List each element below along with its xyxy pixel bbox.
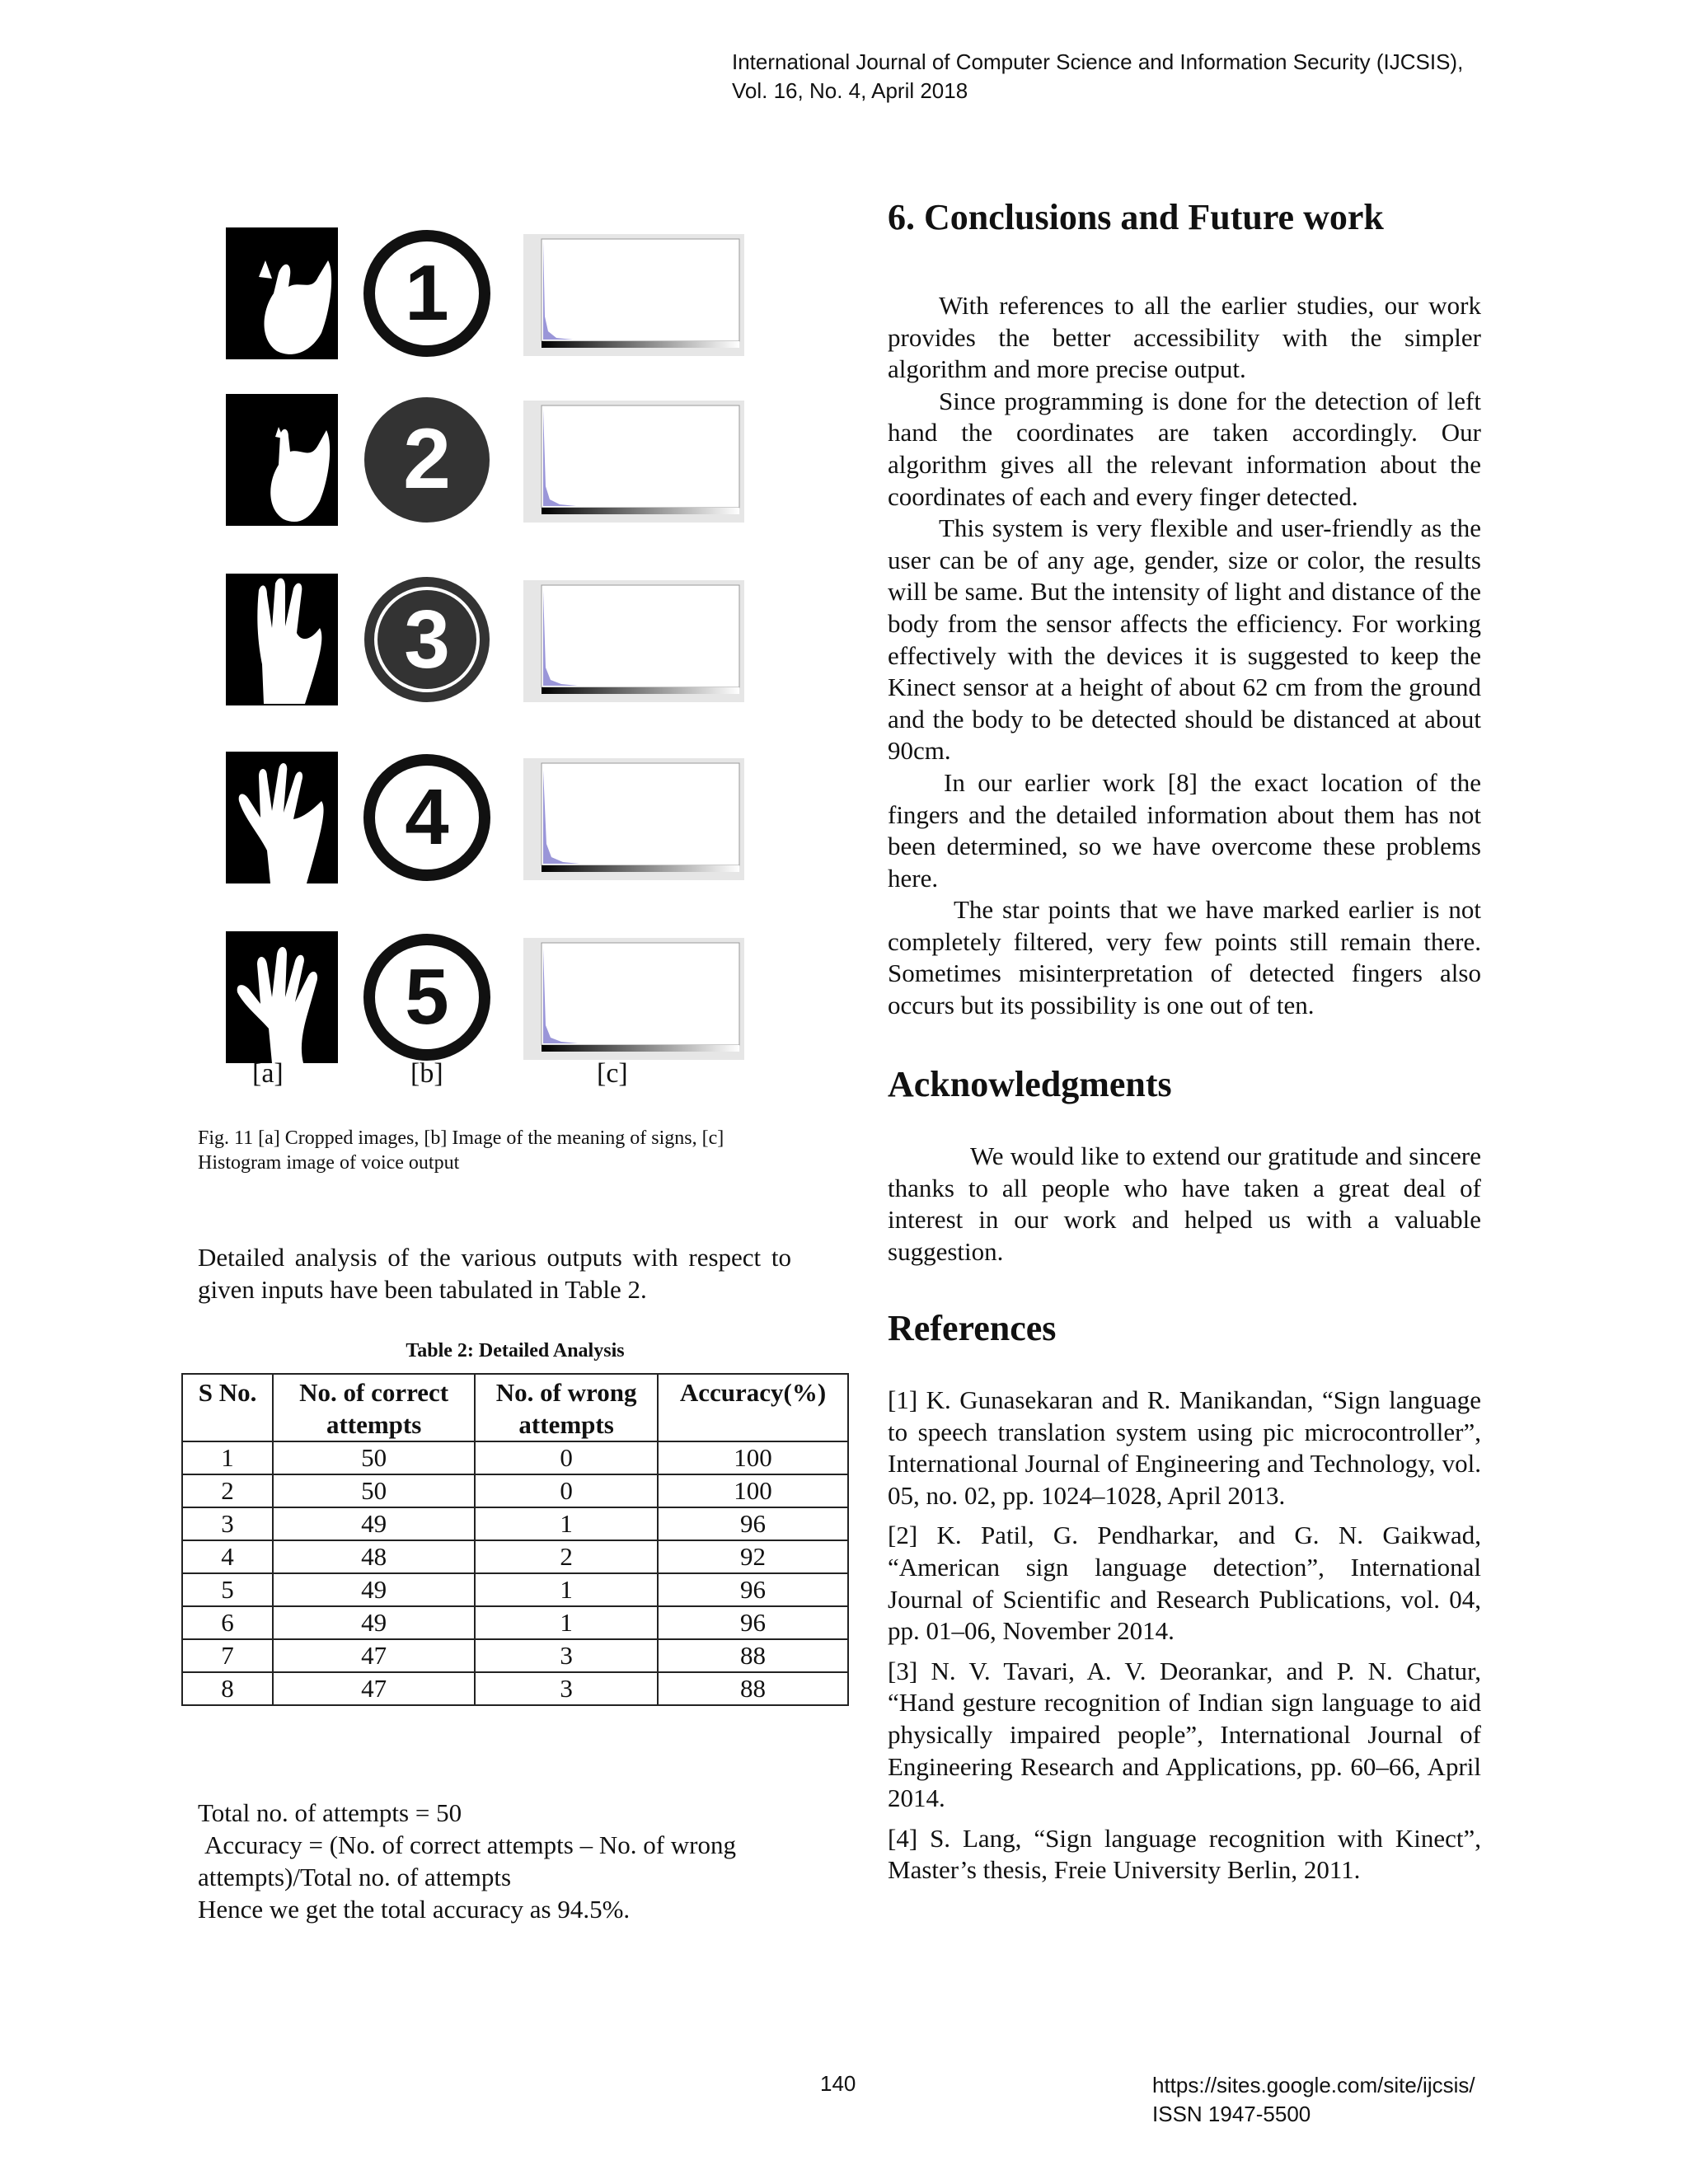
conclusions-paragraph: With references to all the earlier studies, our work provides the better accessibility with the simpler algorithm and more precise output.	[888, 291, 1481, 384]
table-cell: 3	[475, 1672, 658, 1705]
sign-number-1: 1	[405, 249, 449, 337]
cropped-hand-image-2	[226, 394, 338, 526]
table-cell: 49	[273, 1606, 475, 1639]
panel-label-a: [a]	[252, 1058, 284, 1089]
histogram-image-4	[523, 758, 744, 880]
sign-number-2: 2	[403, 411, 451, 507]
conclusions-heading: 6. Conclusions and Future work	[888, 197, 1384, 237]
reference-item: [4] S. Lang, “Sign language recognition with Kinect”, Master’s thesis, Freie University Berlin, 2011.	[888, 1823, 1481, 1885]
table-cell: 47	[273, 1639, 475, 1672]
page-number: 140	[820, 2071, 856, 2096]
table-cell: 6	[182, 1606, 273, 1639]
table-cell: 50	[273, 1474, 475, 1507]
table-row	[182, 1507, 848, 1540]
table-cell: 3	[182, 1507, 273, 1540]
table-header-cell: S No.	[182, 1374, 273, 1441]
table-cell: 0	[475, 1474, 658, 1507]
acknowledgments-heading: Acknowledgments	[888, 1064, 1172, 1104]
sign-meaning-image-4	[361, 752, 493, 883]
table-cell: 96	[658, 1573, 848, 1606]
accuracy-formula-line: Accuracy = (No. of correct attempts – No. of wrong attempts)/Total no. of attempts	[198, 1830, 737, 1891]
table-row	[182, 1639, 848, 1672]
panel-label-b: [b]	[410, 1058, 443, 1089]
table-cell: 48	[273, 1540, 475, 1573]
panel-label-c: [c]	[597, 1058, 628, 1089]
conclusions-paragraph: The star points that we have marked earlier is not completely filtered, very few points still remain there. Sometimes misinterpretation of detected fingers also occurs but its possibility is one out of ten.	[888, 895, 1481, 1020]
conclusions-paragraph: Since programming is done for the detection of left hand the coordinates are taken accordingly. Our algorithm gives all the relevant information about the coordinates of each and every finger detected.	[888, 386, 1481, 511]
reference-item: [2] K. Patil, G. Pendharkar, and G. N. Gaikwad, “American sign language detection”, International Journal of Scientific and Research Publications, vol. 04, pp. 01–06, November 2014.	[888, 1521, 1481, 1646]
table-cell: 96	[658, 1606, 848, 1639]
reference-item: [3] N. V. Tavari, A. V. Deorankar, and P. N. Chatur, “Hand gesture recognition of Indian sign language to aid physically impaired people”, International Journal of Engineering Research and Applications, pp. 60–66, April 2014.	[888, 1656, 1481, 1813]
footer-info	[1152, 2071, 1475, 2129]
cropped-hand-image-1	[226, 227, 338, 359]
table-header-cell: Accuracy(%)	[658, 1374, 848, 1441]
table-intro-paragraph: Detailed analysis of the various outputs with respect to given inputs have been tabulated in Table 2.	[198, 1243, 791, 1304]
figure-caption: Fig. 11 [a] Cropped images, [b] Image of the meaning of signs, [c] Histogram image of voice output	[198, 1127, 724, 1174]
cropped-hand-image-4	[226, 752, 338, 883]
total-attempts-line: Total no. of attempts = 50	[198, 1798, 462, 1827]
table-header-cell: No. of correct attempts	[273, 1374, 475, 1441]
table-cell: 4	[182, 1540, 273, 1573]
figure-row-3	[223, 570, 750, 706]
references-heading: References	[888, 1308, 1057, 1348]
table-cell: 7	[182, 1639, 273, 1672]
histogram-image-5	[523, 938, 744, 1060]
table-header-row	[182, 1374, 848, 1441]
detailed-analysis-table	[181, 1373, 849, 1706]
reference-item: [1] K. Gunasekaran and R. Manikandan, “Sign language to speech translation system using pic microcontroller”, International Journal of Engineering and Technology, vol. 05, no. 02, pp. 1024–1028, April 2013.	[888, 1385, 1481, 1510]
table-cell: 0	[475, 1441, 658, 1474]
table-cell: 88	[658, 1672, 848, 1705]
table-cell: 49	[273, 1507, 475, 1540]
table-cell: 49	[273, 1573, 475, 1606]
table-cell: 47	[273, 1672, 475, 1705]
references-list	[888, 1385, 1481, 1895]
table-row	[182, 1573, 848, 1606]
sign-meaning-image-1	[361, 227, 493, 359]
table-cell: 100	[658, 1441, 848, 1474]
sign-number-5: 5	[405, 953, 449, 1041]
cropped-hand-image-3	[226, 574, 338, 705]
table-cell: 96	[658, 1507, 848, 1540]
sign-meaning-image-2	[361, 394, 493, 526]
table-cell: 1	[475, 1507, 658, 1540]
sign-number-4: 4	[405, 773, 449, 861]
table-row	[182, 1606, 848, 1639]
table-cell: 88	[658, 1639, 848, 1672]
table-title: Table 2: Detailed Analysis	[406, 1340, 625, 1361]
cropped-hand-image-5	[226, 931, 338, 1063]
total-accuracy-line: Hence we get the total accuracy as 94.5%.	[198, 1895, 631, 1924]
conclusions-paragraph: This system is very flexible and user-friendly as the user can be of any age, gender, size or color, the results will be same. But the intensity of light and distance of the body from the sensor affects the efficiency. For working effectively with the devices it is suggested to keep the Kinect sensor at a height of about 62 cm from the ground and the body to be detected should be distanced at about 90cm.	[888, 513, 1481, 766]
table-cell: 50	[273, 1441, 475, 1474]
figure-row-2	[223, 391, 750, 527]
acknowledgments-body	[888, 1141, 1481, 1268]
table-cell: 2	[475, 1540, 658, 1573]
sign-number-3: 3	[404, 593, 450, 686]
table-cell: 100	[658, 1474, 848, 1507]
sign-meaning-image-5	[361, 931, 493, 1063]
table-cell: 5	[182, 1573, 273, 1606]
table-row	[182, 1540, 848, 1573]
conclusions-paragraph: In our earlier work [8] the exact location of the fingers and the detailed information about them has not been determined, so we have overcome these problems here.	[888, 767, 1481, 893]
figure-row-1	[223, 224, 750, 360]
journal-volume: Vol. 16, No. 4, April 2018	[732, 78, 968, 103]
sign-meaning-image-3	[361, 574, 493, 705]
table-row	[182, 1441, 848, 1474]
histogram-image-3	[523, 580, 744, 702]
figure-row-4	[223, 748, 750, 884]
figure-11	[223, 224, 750, 1065]
table-row	[182, 1474, 848, 1507]
table-cell: 1	[182, 1441, 273, 1474]
table-header-cell: No. of wrong attempts	[475, 1374, 658, 1441]
histogram-image-1	[523, 234, 744, 356]
table-cell: 8	[182, 1672, 273, 1705]
journal-header	[732, 48, 1463, 105]
journal-url: https://sites.google.com/site/ijcsis/	[1152, 2073, 1475, 2097]
acknowledgments-paragraph: We would like to extend our gratitude and sincere thanks to all people who have taken a great deal of interest in our work and helped us with a valuable suggestion.	[888, 1141, 1481, 1266]
accuracy-summary	[198, 1797, 824, 1925]
table-row	[182, 1672, 848, 1705]
conclusions-body	[888, 290, 1481, 1022]
table-cell: 92	[658, 1540, 848, 1573]
journal-title: International Journal of Computer Science and Information Security (IJCSIS),	[732, 49, 1464, 74]
table-cell: 1	[475, 1606, 658, 1639]
figure-row-5	[223, 928, 750, 1064]
table-cell: 3	[475, 1639, 658, 1672]
issn: ISSN 1947-5500	[1152, 2102, 1311, 2126]
histogram-image-2	[523, 401, 744, 523]
table-cell: 1	[475, 1573, 658, 1606]
table-cell: 2	[182, 1474, 273, 1507]
